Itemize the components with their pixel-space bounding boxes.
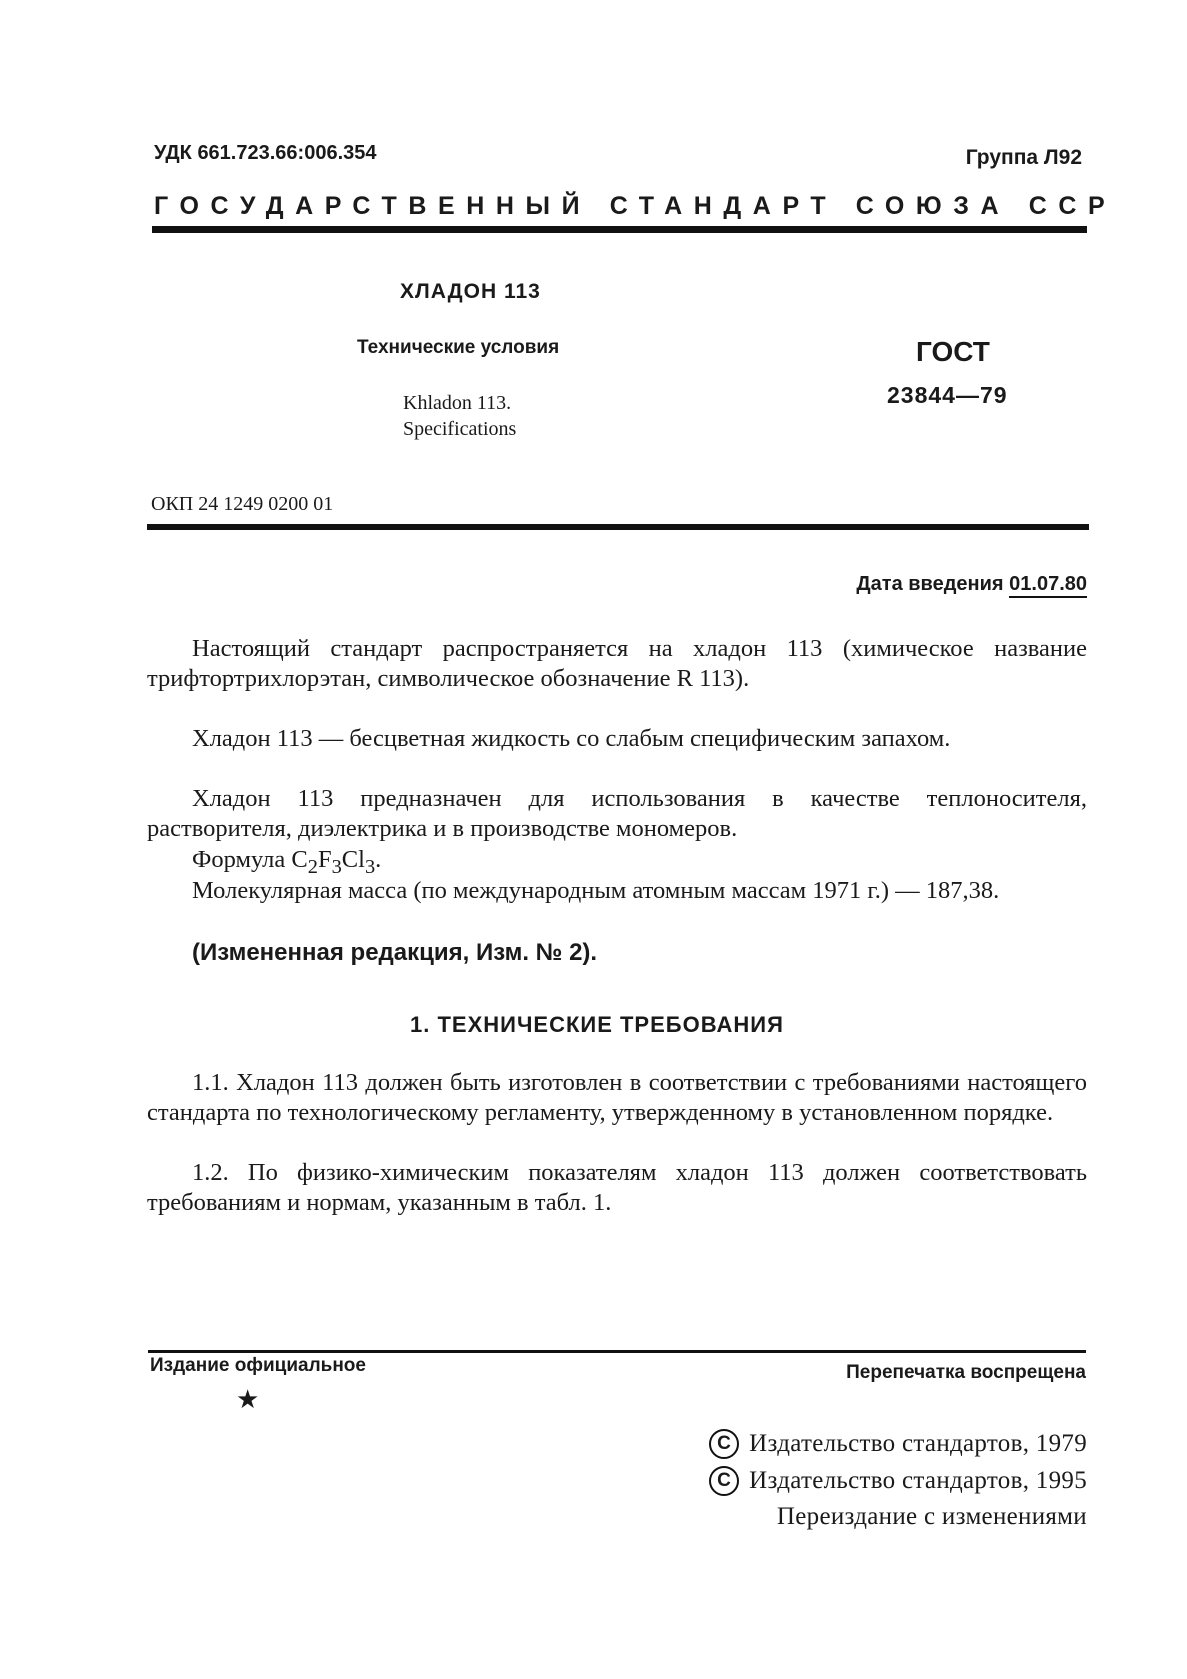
amendment-note: (Измененная редакция, Изм. № 2). [192, 939, 598, 966]
introduction-date-label: Дата введения [856, 573, 1004, 595]
paragraph-scope: Настоящий стандарт распространяется на хладон 113 (химическое название трифтортрихлорэтан, символическое обозначение R 113). [147, 635, 1087, 692]
copyright-icon: C [709, 1429, 739, 1459]
paragraph-molecular-mass: Молекулярная масса (по международным атомным массам 1971 г.) — 187,38. [192, 877, 1000, 904]
state-standard-banner: ГОСУДАРСТВЕННЫЙ СТАНДАРТ СОЮЗА ССР [154, 192, 1117, 220]
title-block-rule [147, 524, 1089, 530]
document-title: ХЛАДОН 113 [400, 280, 541, 303]
copyright-1979: C Издательство стандартов, 1979 [709, 1429, 1087, 1459]
chemical-formula: $C_2F_3Cl_3$. [291, 846, 382, 878]
clause-1-2: 1.2. По физико-химическим показателям хладон 113 должен соответствовать требованиям и нормам, указанным в табл. 1. [147, 1159, 1087, 1216]
english-title-line1: Khladon 113. [403, 392, 512, 414]
reissue-note: Переиздание с изменениями [776, 1503, 1087, 1530]
udk-code: УДК 661.723.66:006.354 [154, 142, 377, 164]
gost-number: 23844—79 [887, 382, 1008, 408]
gost-label: ГОСТ [916, 336, 990, 367]
paragraph-purpose: Хладон 113 предназначен для использования в качестве теплоносителя, растворителя, диэлектрика и в производстве мономеров. [147, 785, 1087, 842]
official-edition: Издание официальное [150, 1355, 366, 1376]
footer-rule [148, 1350, 1086, 1353]
english-title [403, 390, 516, 442]
okp-code: ОКП 24 1249 0200 01 [151, 493, 334, 515]
copyright-icon: C [709, 1466, 739, 1496]
introduction-date [856, 573, 1087, 596]
reprint-prohibited: Перепечатка воспрещена [846, 1362, 1086, 1383]
document-subtitle: Технические условия [357, 337, 560, 358]
formula-label: Формула [192, 846, 286, 873]
english-title-line2: Specifications [403, 418, 517, 440]
star-icon: ★ [236, 1385, 260, 1415]
section-heading: 1. ТЕХНИЧЕСКИЕ ТРЕБОВАНИЯ [410, 1012, 784, 1037]
paragraph-description: Хладон 113 — бесцветная жидкость со слабым специфическим запахом. [192, 725, 951, 752]
introduction-date-value: 01.07.80 [1009, 573, 1087, 598]
clause-1-1: 1.1. Хладон 113 должен быть изготовлен в соответствии с требованиями настоящего стандарта по технологическому регламенту, утвержденному в установленном порядке. [147, 1069, 1087, 1126]
copyright-1995: C Издательство стандартов, 1995 [709, 1466, 1087, 1496]
header-rule [152, 226, 1087, 233]
group-code: Группа Л92 [965, 146, 1082, 169]
